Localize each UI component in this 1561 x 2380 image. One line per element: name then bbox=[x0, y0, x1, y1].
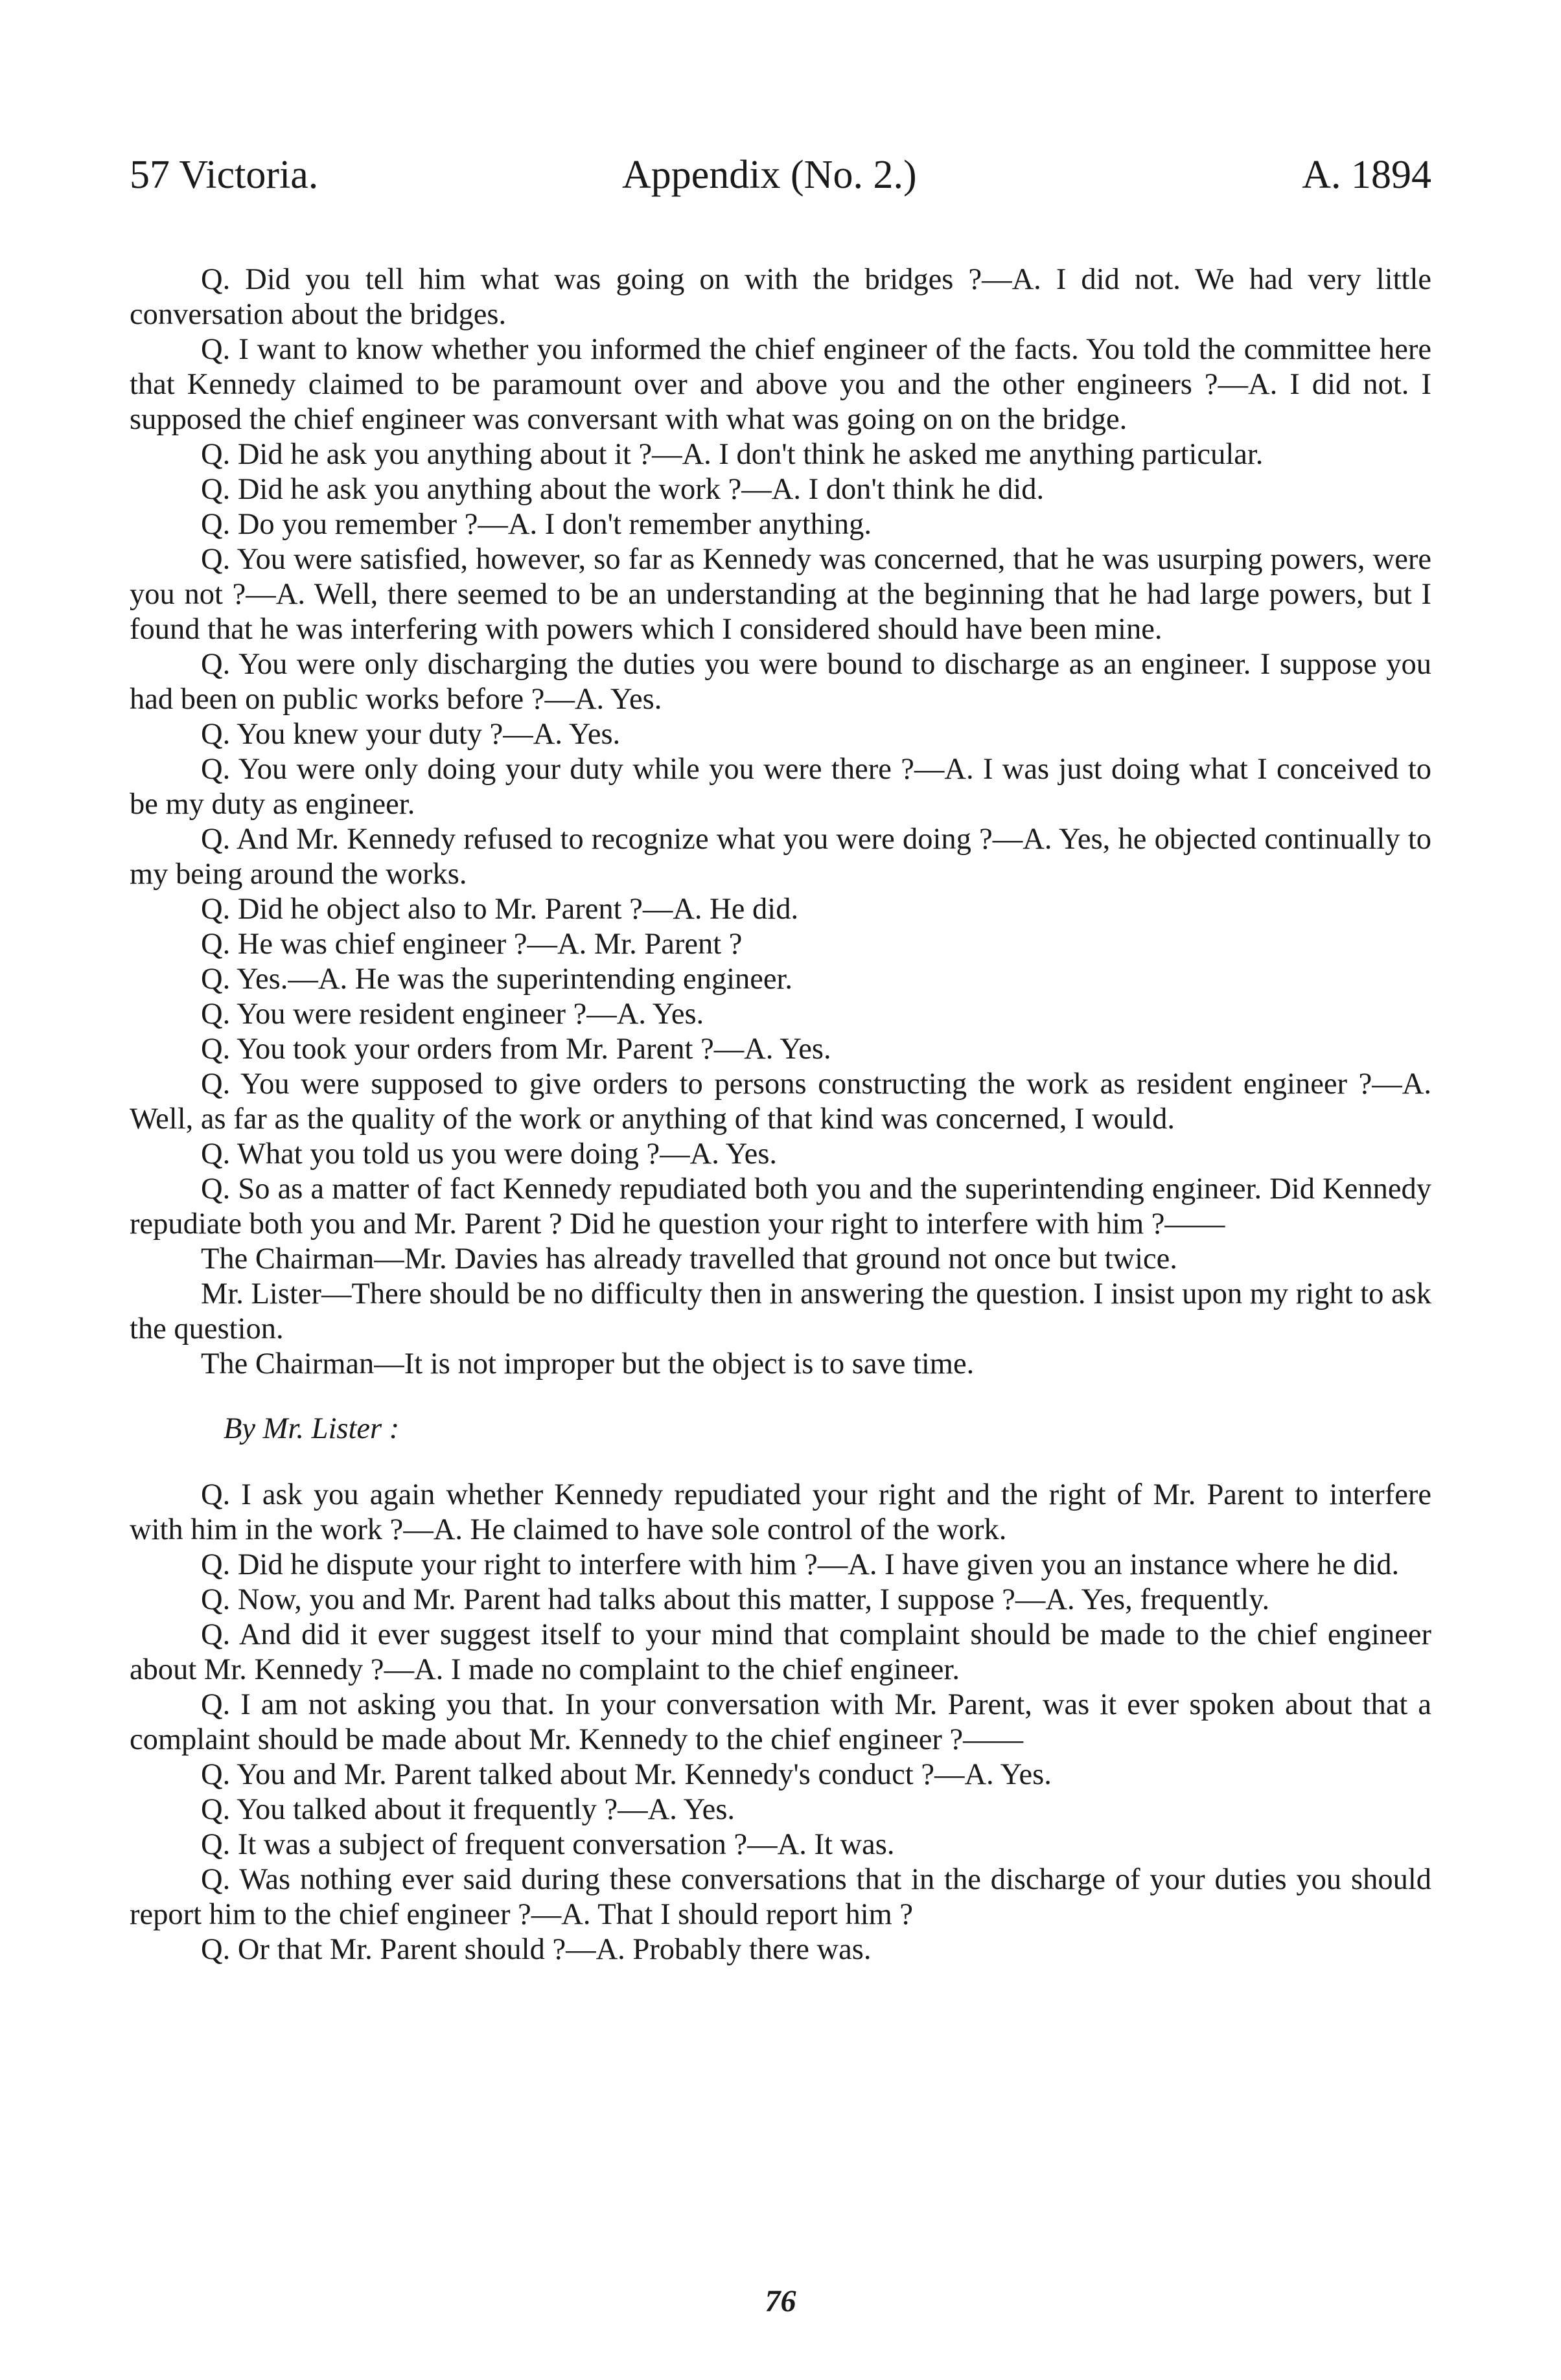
paragraph: Q. You were resident engineer ?—A. Yes. bbox=[201, 998, 704, 1031]
paragraph: Q. It was a subject of frequent conversation ?—A. It was. bbox=[201, 1828, 895, 1861]
paragraph: Q. And did it ever suggest itself to your mind that complaint should be made to the chief engineer about Mr. Kennedy ?—A. I made no complaint to the chief engineer. bbox=[130, 1618, 1431, 1686]
paragraph: Q. He was chief engineer ?—A. Mr. Parent ? bbox=[201, 928, 743, 961]
paragraph: Q. You were supposed to give orders to persons constructing the work as resident engineer ?—A. Well, as far as the quality of the work or anything of that kind was concerned, I would. bbox=[130, 1068, 1431, 1136]
paragraph: Q. Did you tell him what was going on with the bridges ?—A. I did not. We had very little conversation about the bridges. bbox=[130, 263, 1431, 331]
paragraph: The Chairman—It is not improper but the object is to save time. bbox=[201, 1347, 975, 1380]
paragraph: The Chairman—Mr. Davies has already travelled that ground not once but twice. bbox=[201, 1242, 1177, 1276]
document-body bbox=[130, 262, 1431, 1967]
paragraph: Q. You were satisfied, however, so far as Kennedy was concerned, that he was usurping powers, were you not ?—A. Well, there seemed to be an understanding at the beginning that he had large powers, but I found that he was interfering with powers which I considered should have been mine. bbox=[130, 543, 1431, 646]
paragraph: Q. Did he object also to Mr. Parent ?—A. He did. bbox=[201, 893, 799, 926]
paragraph: Q. Or that Mr. Parent should ?—A. Probably there was. bbox=[201, 1933, 872, 1966]
paragraph: Q. Did he ask you anything about it ?—A. I don't think he asked me anything particular. bbox=[201, 438, 1264, 471]
paragraph: Q. I am not asking you that. In your conversation with Mr. Parent, was it ever spoken about that a complaint should be made about Mr. Kennedy to the chief engineer ?—— bbox=[130, 1688, 1431, 1756]
header-year: A. 1894 bbox=[1302, 153, 1431, 197]
paragraph: Q. You talked about it frequently ?—A. Yes. bbox=[201, 1793, 735, 1826]
paragraph: Q. Yes.—A. He was the superintending engineer. bbox=[201, 963, 793, 996]
paragraph: Q. You and Mr. Parent talked about Mr. Kennedy's conduct ?—A. Yes. bbox=[201, 1758, 1052, 1791]
paragraph: Q. Do you remember ?—A. I don't remember anything. bbox=[201, 508, 872, 541]
paragraph: Q. Now, you and Mr. Parent had talks about this matter, I suppose ?—A. Yes, frequently. bbox=[201, 1583, 1270, 1616]
header-session: 57 Victoria. bbox=[130, 153, 319, 197]
paragraph: Q. I want to know whether you informed the chief engineer of the facts. You told the committee here that Kennedy claimed to be paramount over and above you and the other engineers ?—A. I did not. I supposed the chief engineer was conversant with what was going on on the bridge. bbox=[130, 333, 1431, 436]
paragraph: Q. You were only discharging the duties you were bound to discharge as an engineer. I suppose you had been on public works before ?—A. Yes. bbox=[130, 648, 1431, 716]
paragraph: Q. Was nothing ever said during these conversations that in the discharge of your duties you should report him to the chief engineer ?—A. That I should report him ? bbox=[130, 1863, 1431, 1931]
page-header bbox=[130, 152, 1431, 204]
header-appendix: Appendix (No. 2.) bbox=[622, 153, 917, 197]
paragraph: Q. Did he ask you anything about the work ?—A. I don't think he did. bbox=[201, 473, 1045, 506]
page-number: 76 bbox=[765, 2284, 796, 2318]
paragraph: Q. So as a matter of fact Kennedy repudiated both you and the superintending engineer. Did Kennedy repudiate both you and Mr. Parent ? Did he question your right to interfere with him ?—— bbox=[130, 1173, 1431, 1241]
paragraph: Q. You were only doing your duty while you were there ?—A. I was just doing what I conceived to be my duty as engineer. bbox=[130, 753, 1431, 821]
paragraph: Mr. Lister—There should be no difficulty then in answering the question. I insist upon my right to ask the question. bbox=[130, 1277, 1431, 1345]
section-heading: By Mr. Lister : bbox=[224, 1412, 400, 1445]
paragraph: Q. You took your orders from Mr. Parent ?—A. Yes. bbox=[201, 1033, 831, 1066]
paragraph: Q. What you told us you were doing ?—A. Yes. bbox=[201, 1138, 778, 1171]
paragraph: Q. I ask you again whether Kennedy repudiated your right and the right of Mr. Parent to interfere with him in the work ?—A. He claimed to have sole control of the work. bbox=[130, 1478, 1431, 1546]
paragraph: Q. And Mr. Kennedy refused to recognize what you were doing ?—A. Yes, he objected continually to my being around the works. bbox=[130, 823, 1431, 891]
paragraph: Q. You knew your duty ?—A. Yes. bbox=[201, 718, 621, 751]
paragraph: Q. Did he dispute your right to interfere with him ?—A. I have given you an instance where he did. bbox=[201, 1548, 1400, 1581]
